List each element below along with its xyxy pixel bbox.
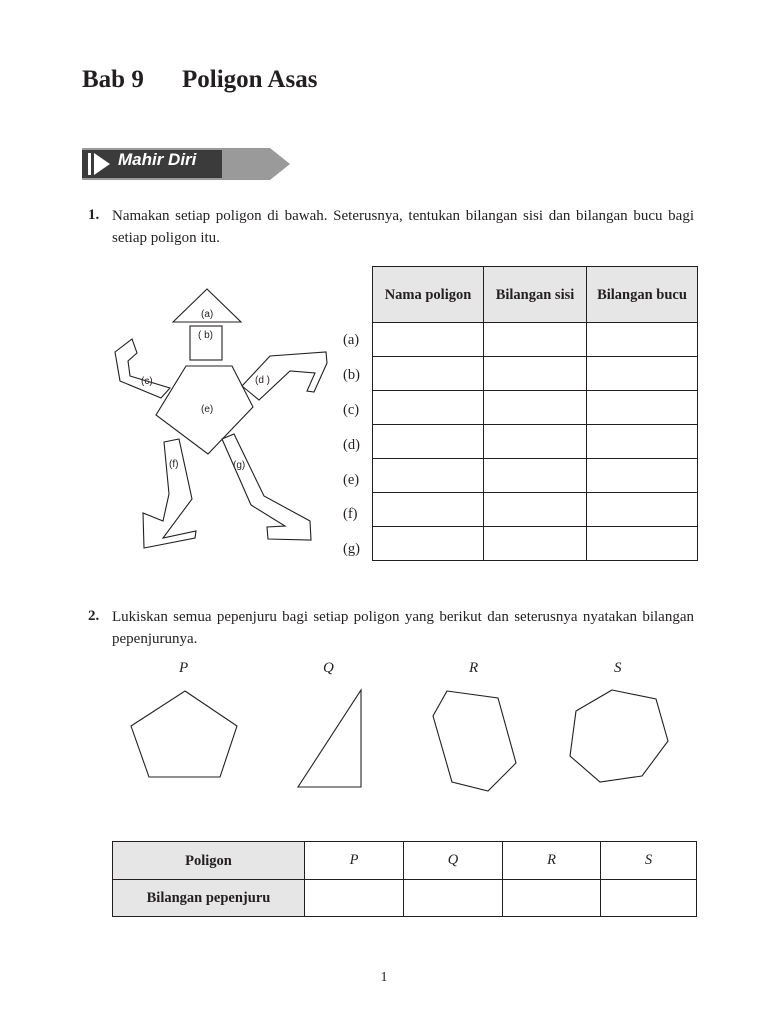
q2-shapes xyxy=(120,682,680,802)
table-row xyxy=(373,493,698,527)
shape-label-q: Q xyxy=(323,660,334,676)
answer-cell[interactable] xyxy=(484,493,587,527)
answer-cell[interactable] xyxy=(587,459,698,493)
answer-cell[interactable] xyxy=(373,391,484,425)
q2-number: 2. xyxy=(88,608,100,624)
shape-label-s: S xyxy=(614,660,622,676)
answer-cell[interactable] xyxy=(587,323,698,357)
answer-cell[interactable] xyxy=(601,880,697,917)
figure-label-f: (f) xyxy=(169,459,179,470)
table-row xyxy=(373,527,698,561)
table-row xyxy=(373,459,698,493)
row-label-c: (c) xyxy=(343,402,360,418)
answer-cell[interactable] xyxy=(484,425,587,459)
answer-cell[interactable] xyxy=(484,323,587,357)
answer-cell[interactable] xyxy=(484,357,587,391)
q2-text: Lukiskan semua pepenjuru bagi setiap poligon yang berikut dan seterusnya nyatakan bilangan pepenjurunya. xyxy=(112,609,694,647)
row-label-b: (b) xyxy=(343,367,360,383)
figure-label-g: (g) xyxy=(233,460,246,471)
robot-figure xyxy=(100,280,340,560)
answer-cell[interactable] xyxy=(587,391,698,425)
figure-label-c: (c) xyxy=(141,376,153,387)
heptagon-s xyxy=(570,690,668,782)
mahir-diri-badge xyxy=(82,146,292,182)
figure-label-e: (e) xyxy=(201,404,214,415)
table-row xyxy=(373,391,698,425)
column-r: R xyxy=(503,842,601,880)
answer-cell[interactable] xyxy=(305,880,404,917)
polygon-c-arm xyxy=(115,339,170,398)
header-bilangan-sisi: Bilangan sisi xyxy=(484,267,587,323)
answer-cell[interactable] xyxy=(503,880,601,917)
header-bilangan-bucu: Bilangan bucu xyxy=(587,267,698,323)
answer-cell[interactable] xyxy=(373,357,484,391)
answer-cell[interactable] xyxy=(484,527,587,561)
q1-number: 1. xyxy=(88,207,100,223)
answer-cell[interactable] xyxy=(587,425,698,459)
row-label-e: (e) xyxy=(343,472,360,488)
answer-cell[interactable] xyxy=(373,323,484,357)
column-p: P xyxy=(305,842,404,880)
answer-cell[interactable] xyxy=(484,459,587,493)
header-poligon: Poligon xyxy=(113,842,305,880)
row-label-a: (a) xyxy=(343,332,360,348)
table-row xyxy=(373,425,698,459)
answer-cell[interactable] xyxy=(373,493,484,527)
play-icon xyxy=(88,153,91,175)
answer-cell[interactable] xyxy=(373,459,484,493)
pentagon-p xyxy=(131,691,237,777)
chapter-name: Poligon Asas xyxy=(182,66,318,93)
answer-cell[interactable] xyxy=(373,425,484,459)
triangle-q xyxy=(298,690,361,787)
table-row xyxy=(373,323,698,357)
figure-label-a: (a) xyxy=(201,309,214,320)
answer-cell[interactable] xyxy=(587,357,698,391)
answer-cell[interactable] xyxy=(373,527,484,561)
column-q: Q xyxy=(404,842,503,880)
shape-label-r: R xyxy=(469,660,479,676)
header-bilangan-pepenjuru: Bilangan pepenjuru xyxy=(113,880,305,917)
column-s: S xyxy=(601,842,697,880)
polygon-f-leg xyxy=(143,439,196,548)
badge-label: Mahir Diri xyxy=(118,150,197,169)
hexagon-r xyxy=(433,691,516,791)
figure-label-d: (d ) xyxy=(255,375,270,386)
polygon-g-leg xyxy=(222,434,311,540)
chapter-title xyxy=(82,66,317,94)
q1-answer-table xyxy=(372,266,698,561)
q1-text: Namakan setiap poligon di bawah. Seterusnya, tentukan bilangan sisi dan bilangan bucu bagi setiap poligon itu. xyxy=(112,208,694,246)
answer-cell[interactable] xyxy=(484,391,587,425)
row-label-f: (f) xyxy=(343,506,358,522)
answer-cell[interactable] xyxy=(587,493,698,527)
page-number: 1 xyxy=(380,970,388,985)
row-label-g: (g) xyxy=(343,541,360,557)
answer-cell[interactable] xyxy=(404,880,503,917)
chapter-number: Bab 9 xyxy=(82,66,144,93)
answer-cell[interactable] xyxy=(587,527,698,561)
table-row xyxy=(373,357,698,391)
q2-answer-table xyxy=(112,841,697,917)
header-nama-poligon: Nama poligon xyxy=(373,267,484,323)
row-label-d: (d) xyxy=(343,437,360,453)
figure-label-b: ( b) xyxy=(198,330,213,341)
shape-label-p: P xyxy=(179,660,189,676)
